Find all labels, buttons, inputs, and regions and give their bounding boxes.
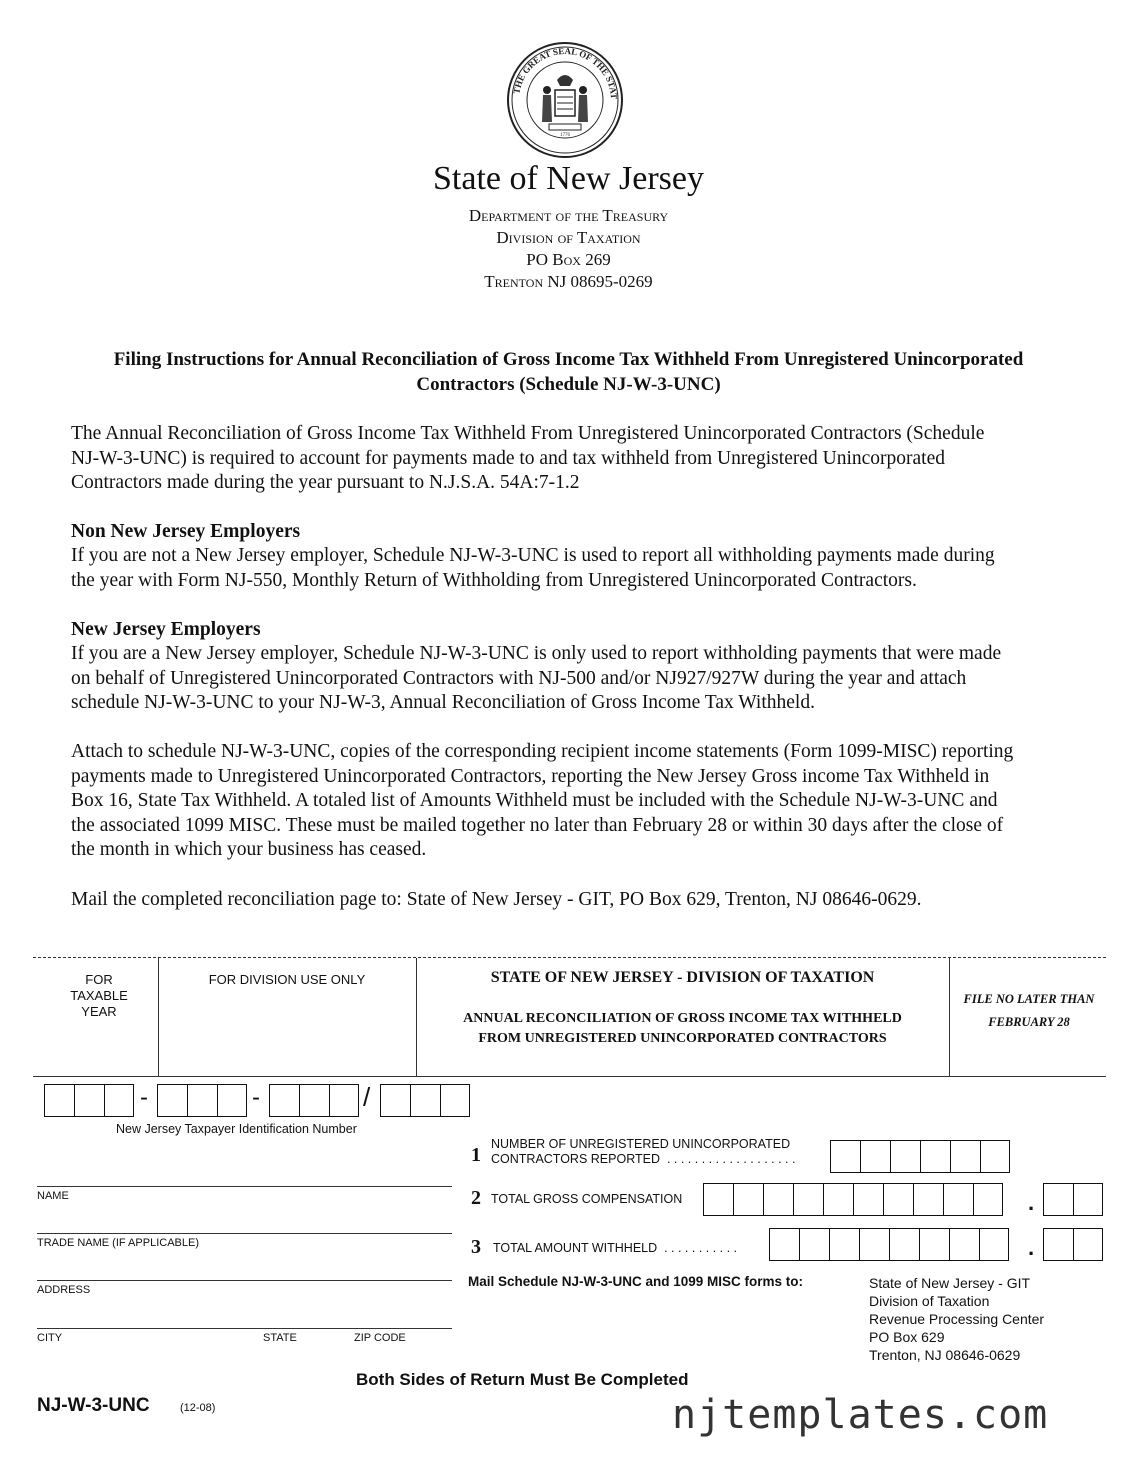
- header-division: Division of Taxation: [496, 228, 641, 247]
- tin-boxes-group-2: [157, 1084, 247, 1117]
- digit-box[interactable]: [973, 1183, 1003, 1216]
- header-city-zip: Trenton NJ 08695-0269: [484, 272, 653, 291]
- file-no-later-label: FILE NO LATER THAN: [963, 992, 1095, 1006]
- attach-line: Box 16, State Tax Withheld. A totaled list of Amounts Withheld must be included with the Schedule NJ-W-3-UNC and: [71, 790, 998, 811]
- tin-boxes-group-1: [44, 1084, 134, 1117]
- line3-number: 3: [471, 1236, 481, 1258]
- svg-text:1776: 1776: [560, 133, 570, 138]
- trade-name-label: TRADE NAME (IF APPLICABLE): [37, 1237, 199, 1249]
- line2-boxes: [703, 1183, 1003, 1216]
- state-seal: [505, 40, 625, 160]
- address-field[interactable]: [37, 1280, 452, 1281]
- form-title-line2: FROM UNREGISTERED UNINCORPORATED CONTRACTORS: [478, 1031, 887, 1046]
- digit-box[interactable]: [919, 1228, 949, 1261]
- tin-digit-box[interactable]: [380, 1084, 410, 1117]
- line3-boxes: [769, 1228, 1009, 1261]
- intro-line: NJ-W-3-UNC) is required to account for payments made to and tax withheld from Unregistered Unincorporated: [71, 447, 945, 469]
- line2-cents-boxes: [1043, 1183, 1103, 1216]
- tin-digit-box[interactable]: [217, 1084, 247, 1117]
- digit-box[interactable]: [883, 1183, 913, 1216]
- instructions-heading-line1: Filing Instructions for Annual Reconciliation of Gross Income Tax Withheld From Unregistered Unincorporated: [113, 349, 1024, 370]
- non-nj-paragraph: [71, 544, 1111, 593]
- line1-text2-label: CONTRACTORS REPORTED: [491, 1152, 661, 1166]
- city-state-zip-field[interactable]: [37, 1328, 452, 1329]
- for-taxable-year-line: FOR: [85, 972, 113, 987]
- mail-label: Mail Schedule NJ-W-3-UNC and 1099 MISC forms to:: [468, 1274, 804, 1289]
- digit-box[interactable]: [920, 1140, 950, 1173]
- digit-box[interactable]: [979, 1228, 1009, 1261]
- svg-text:THE GREAT SEAL OF THE STATE OF: THE GREAT SEAL OF THE STAT: [511, 45, 620, 100]
- tin-digit-box[interactable]: [44, 1084, 74, 1117]
- tin-digit-box[interactable]: [104, 1084, 134, 1117]
- digit-box[interactable]: [703, 1183, 733, 1216]
- digit-box[interactable]: [890, 1140, 920, 1173]
- tin-digit-box[interactable]: [269, 1084, 299, 1117]
- leader-dots: . . . . . . . . . . . . . . . . . . .: [660, 1152, 796, 1166]
- line1-number: 1: [471, 1144, 481, 1166]
- digit-box[interactable]: [823, 1183, 853, 1216]
- watermark: njtemplates.com: [672, 1392, 1049, 1438]
- intro-paragraph: [71, 422, 1111, 496]
- digit-box[interactable]: [949, 1228, 979, 1261]
- digit-box[interactable]: [799, 1228, 829, 1261]
- line3-text-label: TOTAL AMOUNT WITHHELD: [493, 1241, 658, 1255]
- nj-line: If you are a New Jersey employer, Schedule NJ-W-3-UNC is only used to report withholding payments that were made: [71, 643, 1002, 664]
- tin-label: New Jersey Taxpayer Identification Number: [116, 1122, 357, 1136]
- header-department: Department of the Treasury: [468, 206, 669, 225]
- state-division-label: STATE OF NEW JERSEY - DIVISION OF TAXATION: [490, 969, 875, 986]
- address-label: ADDRESS: [37, 1284, 91, 1296]
- digit-box[interactable]: [1073, 1228, 1103, 1261]
- both-sides-notice: Both Sides of Return Must Be Completed: [356, 1370, 689, 1389]
- line3-text: [493, 1241, 737, 1255]
- mail-address-line: Division of Taxation: [869, 1293, 990, 1309]
- tin-slash: /: [363, 1082, 371, 1112]
- for-taxable-year-line: YEAR: [81, 1004, 117, 1019]
- digit-box[interactable]: [1043, 1228, 1073, 1261]
- tin-digit-box[interactable]: [74, 1084, 104, 1117]
- nj-line: on behalf of Unregistered Unincorporated Contractors with NJ-500 and/or NJ927/927W during the year and attach: [71, 667, 967, 689]
- digit-box[interactable]: [793, 1183, 823, 1216]
- non-nj-line: the year with Form NJ-550, Monthly Return of Withholding from Unregistered Unincorporated Contractors.: [71, 569, 917, 591]
- tin-digit-box[interactable]: [187, 1084, 217, 1117]
- digit-box[interactable]: [769, 1228, 799, 1261]
- line1-text2: [491, 1152, 795, 1166]
- line2-number: 2: [471, 1187, 481, 1209]
- line1-boxes: [830, 1140, 1010, 1173]
- header-po-box: PO Box 269: [526, 250, 611, 269]
- form-id: NJ-W-3-UNC: [37, 1395, 150, 1416]
- digit-box[interactable]: [889, 1228, 919, 1261]
- tin-digit-box[interactable]: [299, 1084, 329, 1117]
- digit-box[interactable]: [860, 1140, 890, 1173]
- nj-title: New Jersey Employers: [71, 619, 261, 640]
- mail-address: [869, 1274, 1044, 1364]
- for-taxable-year: [40, 972, 158, 1020]
- attach-line: the month in which your business has ceased.: [71, 839, 427, 860]
- digit-box[interactable]: [980, 1140, 1010, 1173]
- digit-box[interactable]: [733, 1183, 763, 1216]
- digit-box[interactable]: [913, 1183, 943, 1216]
- line2-text: TOTAL GROSS COMPENSATION: [491, 1192, 683, 1206]
- attach-line: the associated 1099 MISC. These must be mailed together no later than February 28 or within 30 days after the close of: [71, 814, 1004, 836]
- digit-box[interactable]: [853, 1183, 883, 1216]
- non-nj-title: Non New Jersey Employers: [71, 521, 301, 542]
- line2-decimal: .: [1028, 1190, 1035, 1215]
- name-label: NAME: [37, 1190, 69, 1202]
- digit-box[interactable]: [1073, 1183, 1103, 1216]
- digit-box[interactable]: [830, 1140, 860, 1173]
- city-label: CITY: [37, 1332, 63, 1344]
- attach-paragraph: [71, 740, 1121, 863]
- nj-paragraph: [71, 642, 1111, 716]
- tin-boxes-group-3: [269, 1084, 359, 1117]
- tin-digit-box[interactable]: [157, 1084, 187, 1117]
- digit-box[interactable]: [763, 1183, 793, 1216]
- tin-boxes-group-4: [380, 1084, 470, 1117]
- tin-digit-box[interactable]: [440, 1084, 470, 1117]
- division-use-label: FOR DIVISION USE ONLY: [208, 972, 366, 987]
- mail-address-line: PO Box 629: [869, 1329, 945, 1345]
- tin-digit-box[interactable]: [329, 1084, 359, 1117]
- form-revision: (12-08): [180, 1402, 216, 1414]
- digit-box[interactable]: [859, 1228, 889, 1261]
- digit-box[interactable]: [943, 1183, 973, 1216]
- zip-label: ZIP CODE: [354, 1332, 406, 1344]
- form-header-bottom-line: [33, 1076, 1106, 1077]
- attach-line: Attach to schedule NJ-W-3-UNC, copies of the corresponding recipient income statements (Form 1099-MISC) reporting: [71, 741, 1014, 762]
- line3-decimal: .: [1028, 1235, 1035, 1260]
- mail-address-line: State of New Jersey - GIT: [869, 1275, 1031, 1291]
- digit-box[interactable]: [1043, 1183, 1073, 1216]
- for-taxable-year-line: TAXABLE: [70, 988, 128, 1003]
- nj-line: schedule NJ-W-3-UNC to your NJ-W-3, Annual Reconciliation of Gross Income Tax Withheld.: [71, 692, 815, 713]
- trade-name-field[interactable]: [37, 1233, 452, 1234]
- instructions-heading-line2: Contractors (Schedule NJ-W-3-UNC): [416, 374, 721, 395]
- tin-digit-box[interactable]: [410, 1084, 440, 1117]
- attach-line: payments made to Unregistered Unincorporated Contractors, reporting the New Jersey Gross income Tax Withheld in: [71, 765, 990, 787]
- mail-address-line: Revenue Processing Center: [869, 1311, 1045, 1327]
- february-label: FEBRUARY 28: [988, 1015, 1070, 1029]
- line1-text1: NUMBER OF UNREGISTERED UNINCORPORATED: [491, 1137, 791, 1151]
- header-title: State of New Jersey: [433, 160, 704, 197]
- mail-address-line: Trenton, NJ 08646-0629: [869, 1347, 1021, 1363]
- mail-paragraph: Mail the completed reconciliation page to: State of New Jersey - GIT, PO Box 629, Trenton, NJ 08646-0629.: [71, 889, 922, 910]
- state-label: STATE: [263, 1332, 297, 1344]
- cut-line: [33, 957, 1106, 958]
- tin-dash-1: -: [140, 1084, 148, 1111]
- tin-dash-2: -: [252, 1084, 260, 1111]
- intro-line: Contractors made during the year pursuant to N.J.S.A. 54A:7-1.2: [71, 472, 580, 493]
- intro-line: The Annual Reconciliation of Gross Income Tax Withheld From Unregistered Unincorporated Contractors (Schedule: [71, 423, 985, 444]
- leader-dots: . . . . . . . . . . .: [657, 1241, 738, 1255]
- form-title-line1: ANNUAL RECONCILIATION OF GROSS INCOME TAX WITHHELD: [463, 1011, 902, 1026]
- non-nj-line: If you are not a New Jersey employer, Schedule NJ-W-3-UNC is used to report all withholding payments made during: [71, 545, 995, 566]
- digit-box[interactable]: [950, 1140, 980, 1173]
- line3-cents-boxes: [1043, 1228, 1103, 1261]
- name-field[interactable]: [37, 1186, 452, 1187]
- digit-box[interactable]: [829, 1228, 859, 1261]
